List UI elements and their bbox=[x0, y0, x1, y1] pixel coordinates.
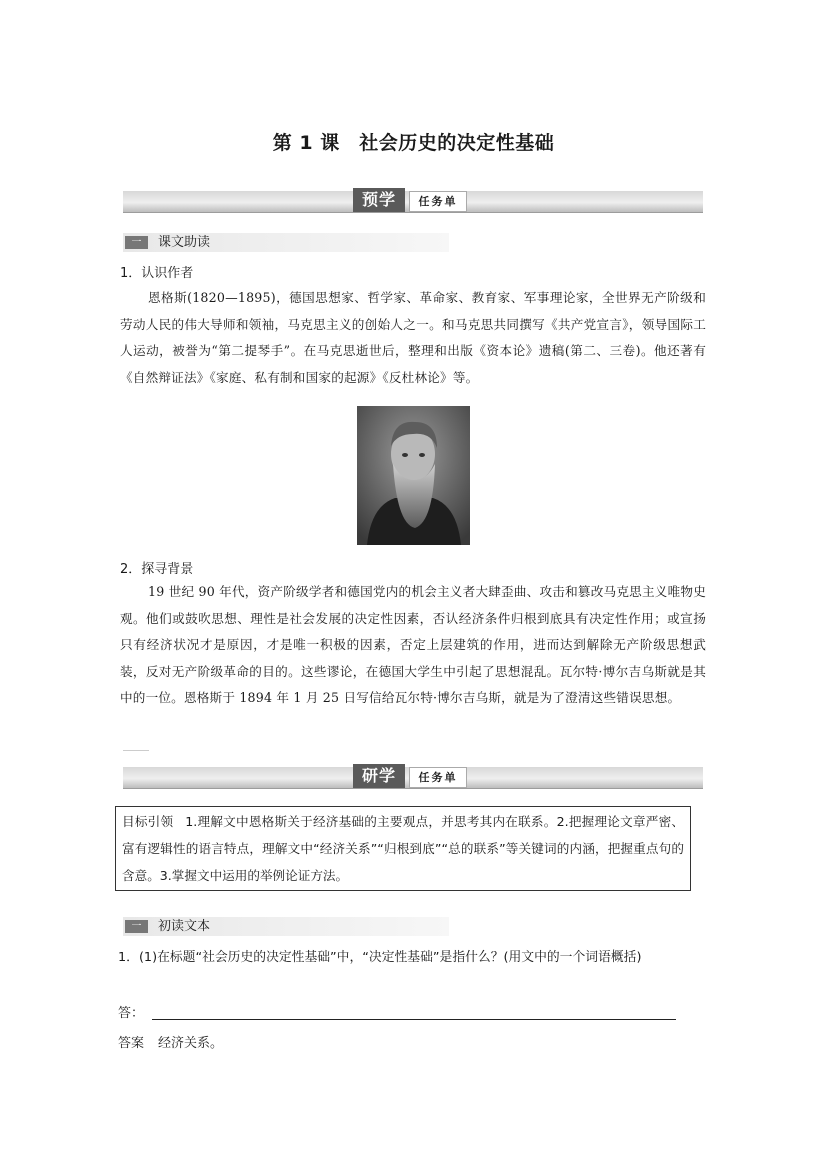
engels-portrait-image bbox=[357, 406, 470, 545]
item-heading-author: 1．认识作者 bbox=[120, 266, 194, 281]
banner-prestudy bbox=[123, 188, 703, 214]
page-title: 第 1 课 社会历史的决定性基础 bbox=[272, 132, 555, 154]
answer-text: 经济关系。 bbox=[158, 1036, 224, 1051]
answer-label: 答案 bbox=[118, 1036, 145, 1051]
divider bbox=[123, 750, 149, 751]
background-paragraph: 19 世纪 90 年代，资产阶级学者和德国党内的机会主义者大肆歪曲、攻击和篡改马克思主义唯物史观。他们或鼓吹思想、理性是社会发展的决定性因素，否认经济条件归根到底具有决定性作用；或宣扬只有经济状况才是原因，才是唯一积极的因素，否定上层建筑的作用，进而达到解除无产阶级思想武装，反对无产阶级革命的目的。这些谬论，在德国大学生中引起了思想混乱。瓦尔特·博尔吉乌斯就是其中的一位。恩格斯于 1894 年 1 月 25 日写信给瓦尔特·博尔吉乌斯，就是为了澄清这些错误思想。 bbox=[120, 584, 706, 705]
learning-goals-box bbox=[115, 806, 691, 891]
answer-key bbox=[118, 1032, 223, 1051]
author-paragraph: 恩格斯(1820—1895)，德国思想家、哲学家、革命家、教育家、军事理论家，全世界无产阶级和劳动人民的伟大导师和领袖，马克思主义的创始人之一。和马克思共同撰写《共产党宣言》，领导国际工人运动，被誉为“第二提琴手”。在马克思逝世后，整理和出版《资本论》遗稿(第二、三卷)。他还著有《自然辩证法》《家庭、私有制和国家的起源》《反杜林论》等。 bbox=[120, 290, 706, 385]
goals-text: 1.理解文中恩格斯关于经济基础的主要观点，并思考其内在联系。2.把握理论文章严密、富有逻辑性的语言特点，理解文中“经济关系”“归根到底”“总的联系”等关键词的内涵，把握重点句的含意。3.掌握文中运用的举例论证方法。 bbox=[122, 814, 684, 883]
section-header-reading-aid bbox=[123, 233, 449, 252]
banner-tag: 研学 bbox=[353, 764, 405, 788]
banner-research bbox=[123, 764, 703, 790]
goals-label: 目标引领 bbox=[122, 814, 174, 829]
answer-blank bbox=[152, 1019, 676, 1020]
section-number: 一 bbox=[125, 236, 148, 249]
banner-tag: 预学 bbox=[353, 188, 405, 212]
question-1: 1．(1)在标题“社会历史的决定性基础”中，“决定性基础”是指什么？(用文中的一个词语概括) bbox=[118, 950, 642, 965]
answer-line bbox=[118, 1002, 144, 1021]
section-number: 一 bbox=[125, 920, 148, 933]
section-label: 初读文本 bbox=[158, 919, 211, 934]
section-header-first-reading bbox=[123, 917, 449, 936]
section-label: 课文助读 bbox=[158, 235, 211, 250]
item-heading-background: 2．探寻背景 bbox=[120, 562, 194, 577]
banner-subtag: 任务单 bbox=[409, 767, 467, 788]
answer-prompt: 答： bbox=[118, 1006, 145, 1021]
banner-subtag: 任务单 bbox=[409, 191, 467, 212]
